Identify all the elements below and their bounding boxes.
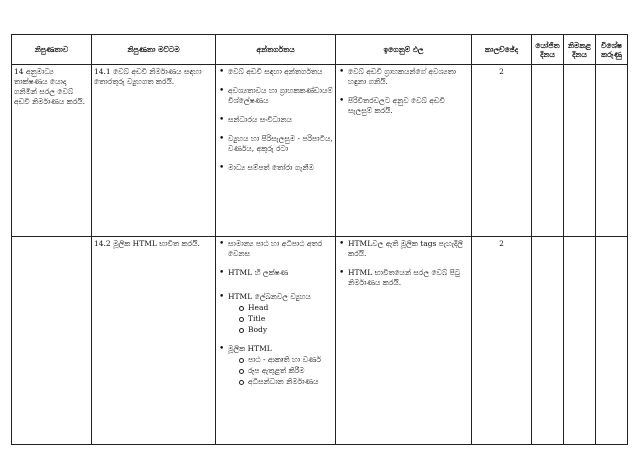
competency-level-cell: 14.2 මූලික HTML භාවිත කරයි. [92, 237, 216, 445]
content-item: • මූලික HTML පාඨ - ආකෘති හා වර්ණ රූප ඇතුළත් කිරීම අධිසන්ධාන නිර්මාණය [218, 344, 333, 387]
content-subitem: පාඨ - ආකෘති හා වර්ණ [238, 355, 333, 365]
outcomes-cell [336, 65, 472, 237]
content-cell [216, 65, 336, 237]
header-periods: කාලච්ඡේද [472, 35, 532, 65]
header-row [12, 35, 628, 65]
content-cell [216, 237, 336, 445]
header-competency-level: නිපුණතා මට්ටම [92, 35, 216, 65]
content-subitem: Body [238, 325, 333, 335]
header-content: අන්තර්ගතය [216, 35, 336, 65]
content-subitem: Head [238, 303, 333, 313]
outcome-item: • HTML භාවිතයෙන් සරල වෙබ් පිටු නිර්මාණය කරයි. [338, 268, 469, 288]
content-item: • HTML ලේඛනවල ව්‍යුහය Head Title Body [218, 292, 333, 335]
content-item: • සන්ධාරය සංවිධානය [218, 115, 333, 125]
header-competency: නිපුණතාව [12, 35, 92, 65]
outcome-item: • HTMLවල ඇති මූලික tags පැහැදිලි කරයි. [338, 239, 469, 259]
special-notes-cell [596, 237, 628, 445]
table-row [12, 237, 628, 445]
content-item: • HTML හි ලක්ෂණ [218, 268, 333, 278]
content-item: • වෙබ් අඩවි සඳහා අන්තර්ගතය [218, 67, 333, 77]
content-subitem: රූප ඇතුළත් කිරීම [238, 366, 333, 376]
outcome-item: • පිරිවිතරවලට අනුව වෙබ් අඩවි සැලසුම් කරයි. [338, 96, 469, 116]
header-proposed-date: යෝජිත දිනය [532, 35, 564, 65]
completed-date-cell [564, 237, 596, 445]
header-special-notes: විශේෂ කරුණු [596, 35, 628, 65]
competency-cell [12, 237, 92, 445]
outcomes-cell [336, 237, 472, 445]
periods-cell: 2 [472, 65, 532, 237]
content-item: • සාමාන්‍ය පාඨ හා අධිපාඨ අතර වෙනස [218, 239, 333, 259]
content-item: • මාධ්‍ය සම්පත් තෝරා ගැනීම [218, 163, 333, 173]
competency-cell: 14 අනුමාධ්‍ය තාක්ෂණය යොදා ගනිමින් සරල වෙබ් අඩවි නිර්මාණය කරයි. [12, 65, 92, 237]
header-completed-date: නිමකළ දිනය [564, 35, 596, 65]
special-notes-cell [596, 65, 628, 237]
content-item: • ව්‍යුහය හා පිරිසැලසුම - පරිපාටිය, වර්ණය, අකුරු රටා [218, 134, 333, 154]
proposed-date-cell [532, 237, 564, 445]
periods-cell: 2 [472, 237, 532, 445]
lesson-plan-table [11, 34, 628, 445]
table-row [12, 65, 628, 237]
header-learning-outcomes: ඉගෙනුම් ඵල [336, 35, 472, 65]
content-subitem: Title [238, 314, 333, 324]
completed-date-cell [564, 65, 596, 237]
content-subitem: අධිසන්ධාන නිර්මාණය [238, 377, 333, 387]
outcome-item: • වෙබ් අඩවි ග්‍රාහකයන්ගේ අවශ්‍යතා හඳුනා ගනියි. [338, 67, 469, 87]
proposed-date-cell [532, 65, 564, 237]
content-item: • අවශ්‍යතාවය හා ග්‍රාහකකණ්ඩායම් විශ්ලේෂණය [218, 86, 333, 106]
competency-level-cell: 14.1 වෙබ් අඩවි නිර්මාණය සඳහා තොරතුරු ව්‍යුහගත කරයි. [92, 65, 216, 237]
